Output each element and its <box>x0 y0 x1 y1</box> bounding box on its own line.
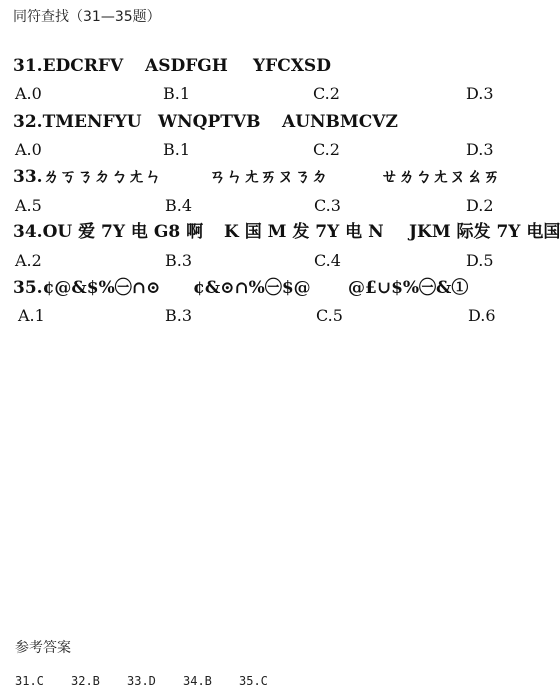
string-3: @£∪$%㊀&① <box>348 278 469 298</box>
answer-item: 32.B <box>71 674 100 688</box>
string-2: ㄢㄣㄤㄞㄡㄋㄉ <box>209 167 328 187</box>
option-a: A.1 <box>18 306 45 325</box>
string-1: 33.ㄌㄎㄋㄉㄅㄤㄣ <box>13 167 162 187</box>
option-c: C.2 <box>313 84 340 103</box>
section-title: 同符查找（31—35题） <box>13 9 161 25</box>
string-1: 35.¢@&$%㊀∩⊙ <box>13 278 161 298</box>
question-35-strings <box>0 277 560 299</box>
question-33-options <box>0 195 560 217</box>
answer-item: 34.B <box>183 674 212 688</box>
question-34-options <box>0 250 560 272</box>
option-d: D.3 <box>466 140 494 159</box>
option-a: A.2 <box>15 251 42 270</box>
option-b: B.1 <box>163 84 191 103</box>
string-3: YFCXSD <box>253 56 331 76</box>
option-a: A.0 <box>15 140 42 159</box>
option-b: B.4 <box>165 196 193 215</box>
option-c: C.4 <box>314 251 341 270</box>
question-35-options <box>0 305 560 327</box>
option-b: B.1 <box>163 140 191 159</box>
string-3: JKM 际发 7Y 电国 <box>409 222 560 242</box>
option-b: B.3 <box>165 306 193 325</box>
answer-item: 35.C <box>239 674 268 688</box>
question-33-strings <box>0 166 560 188</box>
option-d: D.5 <box>466 251 494 270</box>
answer-key-title: 参考答案 <box>15 640 71 656</box>
option-c: C.5 <box>316 306 343 325</box>
question-34-strings <box>0 221 560 243</box>
option-a: A.0 <box>15 84 42 103</box>
answer-item: 31.C <box>15 674 44 688</box>
string-1: 31.EDCRFV <box>13 56 124 76</box>
string-2: ASDFGH <box>145 56 228 76</box>
option-d: D.6 <box>468 306 496 325</box>
option-a: A.5 <box>15 196 42 215</box>
question-31-strings <box>0 55 560 77</box>
question-31-options <box>0 83 560 105</box>
option-c: C.2 <box>313 140 340 159</box>
question-32-options <box>0 139 560 161</box>
string-2: ¢&⊙∩%㊀$@ <box>193 278 311 298</box>
option-c: C.3 <box>314 196 341 215</box>
string-1: 32.TMENFYU <box>13 112 142 132</box>
option-b: B.3 <box>165 251 193 270</box>
option-d: D.3 <box>466 84 494 103</box>
string-1: 34.OU 爱 7Y 电 G8 啊 <box>13 222 204 242</box>
string-2: K 国 M 发 7Y 电 N <box>224 222 384 242</box>
answer-item: 33.D <box>127 674 156 688</box>
string-3: AUNBMCVZ <box>282 112 398 132</box>
string-2: WNQPTVB <box>158 112 261 132</box>
question-32-strings <box>0 111 560 133</box>
string-3: ㄝㄌㄅㄤㄡㄠㄞ <box>381 167 500 187</box>
option-d: D.2 <box>466 196 494 215</box>
